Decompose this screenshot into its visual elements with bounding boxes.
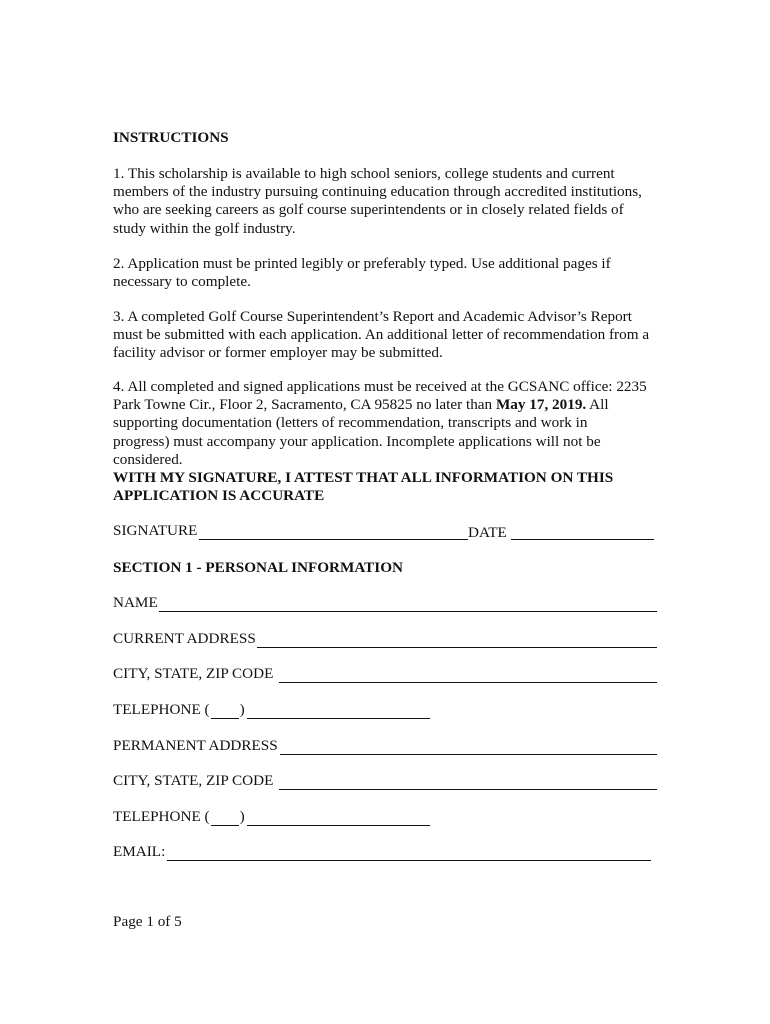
instruction-4-line: progress) must accompany your application. Incomplete applications will not be [113,432,601,450]
instruction-4-line: considered. [113,450,183,468]
date-label: DATE [468,524,507,541]
name-label: NAME [113,594,158,611]
instruction-item-1 [113,165,658,238]
telephone-close-paren: ) [239,701,245,718]
city-state-zip-row-2 [113,772,658,792]
email-row [113,843,658,863]
telephone-number-field[interactable] [247,825,430,826]
signature-label: SIGNATURE [113,522,198,539]
name-field[interactable] [159,611,657,612]
instruction-2-line: 2. Application must be printed legibly or preferably typed. Use additional pages if [113,255,611,272]
attestation-statement [113,469,658,505]
email-label: EMAIL: [113,843,166,860]
current-address-label: CURRENT ADDRESS [113,630,256,647]
permanent-address-field[interactable] [280,754,657,755]
telephone-area-code-field[interactable] [211,811,239,826]
telephone-label: TELEPHONE ( [113,701,210,718]
page-number: Page 1 of 5 [113,913,182,930]
city-state-zip-field[interactable] [279,682,657,683]
telephone-row-1 [113,701,658,721]
telephone-row-2 [113,808,658,828]
instruction-3-line: facility advisor or former employer may be submitted. [113,344,443,362]
current-address-row [113,630,658,650]
current-address-field[interactable] [257,647,657,648]
instruction-1-line: 1. This scholarship is available to high school seniors, college students and current [113,165,615,182]
instruction-item-2 [113,255,658,291]
deadline-date: May 17, 2019. [495,396,587,414]
telephone-number-field[interactable] [247,718,430,719]
signature-field[interactable] [199,539,468,540]
permanent-address-label: PERMANENT ADDRESS [113,737,278,754]
telephone-label: TELEPHONE ( [113,808,210,825]
instruction-item-3 [113,308,658,363]
permanent-address-row [113,737,658,757]
instruction-4-address-text: Park Towne Cir., Floor 2, Sacramento, CA 95825 no later than [113,396,496,414]
instructions-heading: INSTRUCTIONS [113,129,229,146]
city-state-zip-label: CITY, STATE, ZIP CODE [113,665,274,682]
instruction-3-line: must be submitted with each application. An additional letter of recommendation from a [113,326,650,344]
city-state-zip-row-1 [113,665,658,685]
instruction-1-line: who are seeking careers as golf course superintendents or in closely related fields of [113,201,624,219]
instruction-4-line [113,396,658,414]
instruction-1-line: study within the golf industry. [113,219,296,237]
attestation-line: WITH MY SIGNATURE, I ATTEST THAT ALL INFORMATION ON THIS [113,469,614,486]
instruction-3-line: 3. A completed Golf Course Superintendent’s Report and Academic Advisor’s Report [113,308,632,325]
instruction-4-line: supporting documentation (letters of recommendation, transcripts and work in [113,414,588,432]
signature-row [113,522,658,542]
instruction-item-4 [113,378,658,469]
telephone-area-code-field[interactable] [211,704,239,719]
date-field[interactable] [511,539,654,540]
city-state-zip-label: CITY, STATE, ZIP CODE [113,772,274,789]
name-row [113,594,658,614]
instruction-2-line: necessary to complete. [113,273,251,291]
section-1-heading: SECTION 1 - PERSONAL INFORMATION [113,559,403,576]
instruction-4-line: 4. All completed and signed applications must be received at the GCSANC office: 2235 [113,378,647,395]
instruction-4-tail-text: All [586,396,609,414]
city-state-zip-field[interactable] [279,789,657,790]
instruction-1-line: members of the industry pursuing continuing education through accredited institutions, [113,183,642,201]
email-field[interactable] [167,860,651,861]
telephone-close-paren: ) [239,808,245,825]
attestation-line: APPLICATION IS ACCURATE [113,487,325,505]
